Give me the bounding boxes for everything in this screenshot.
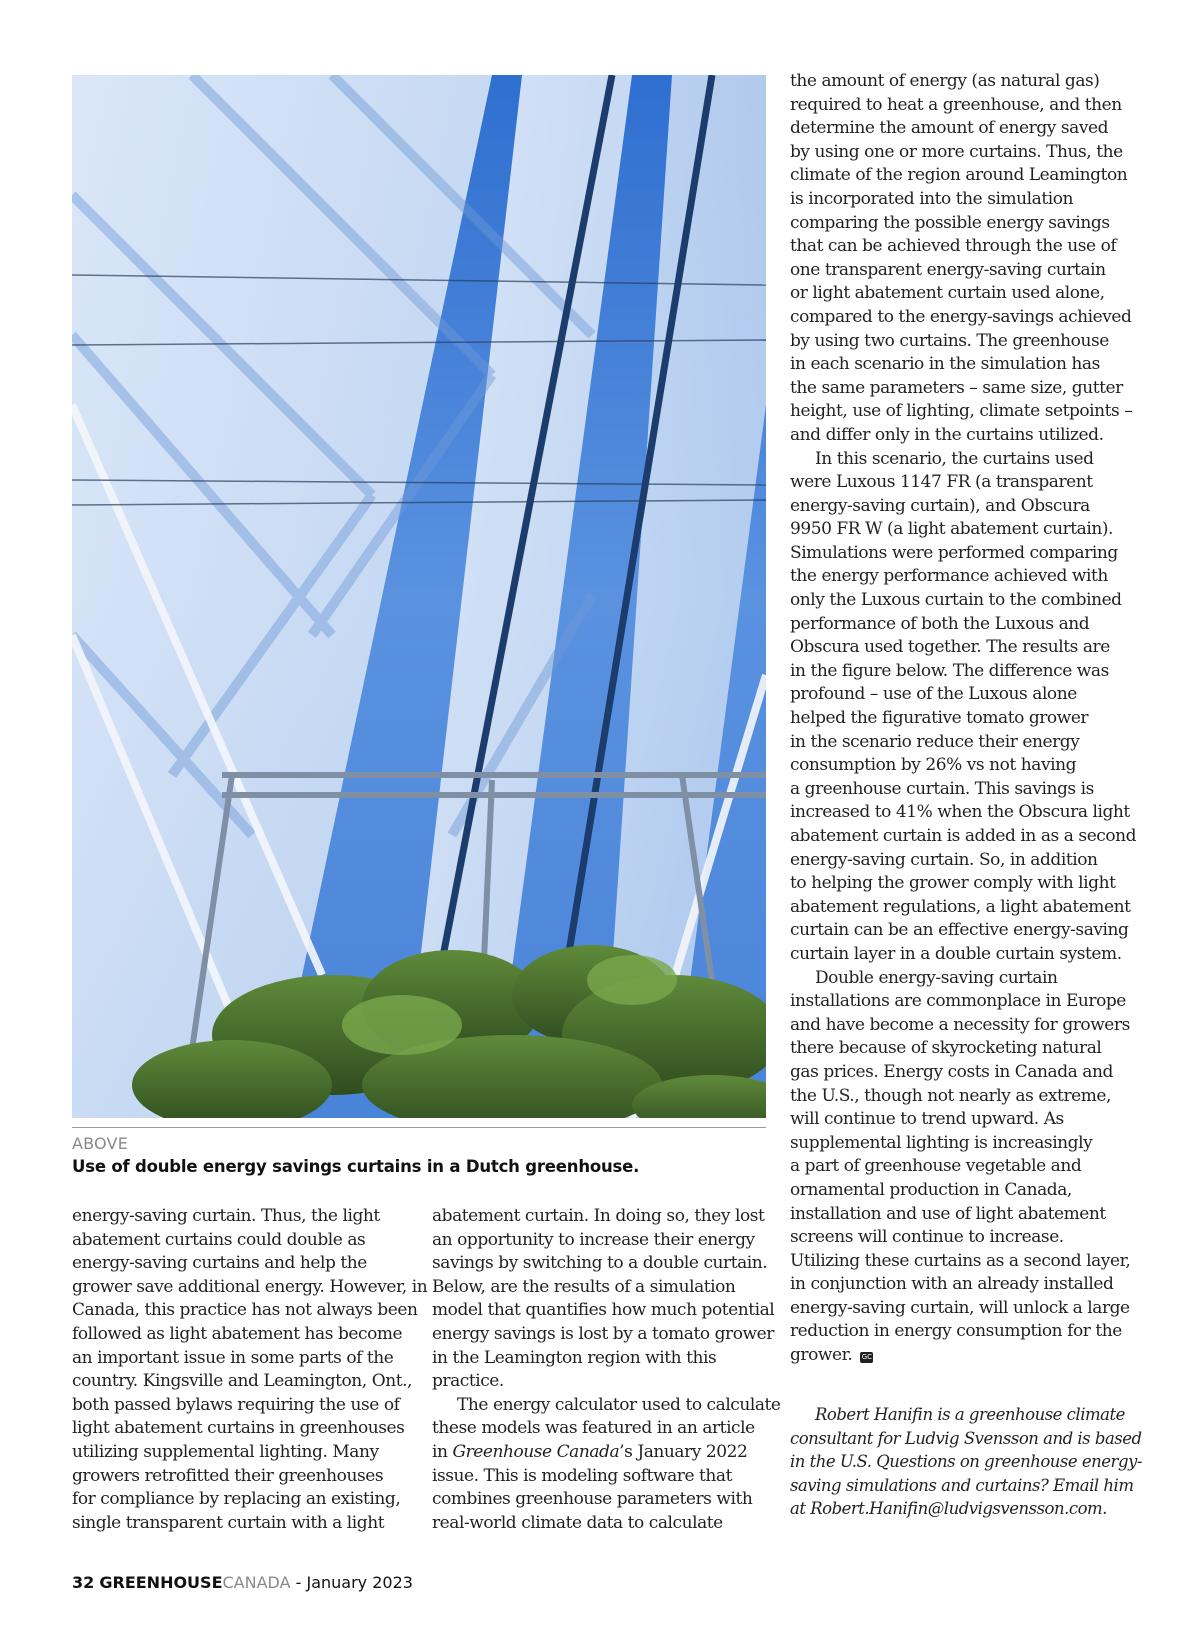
text-line bbox=[432, 1441, 772, 1465]
text-line: a greenhouse curtain. This savings is bbox=[790, 778, 1094, 799]
text-line: abatement curtain. In doing so, they lost bbox=[432, 1206, 765, 1226]
text-line: to helping the grower comply with light bbox=[790, 873, 1116, 894]
text-line: Double energy-saving curtain bbox=[815, 967, 1058, 988]
page-footer bbox=[72, 1573, 413, 1592]
text-line: Obscura used together. The results are bbox=[790, 637, 1110, 658]
text-line: by using one or more curtains. Thus, the bbox=[790, 141, 1123, 162]
text-line: is incorporated into the simulation bbox=[790, 188, 1073, 209]
text-line: energy savings is lost by a tomato grower bbox=[432, 1323, 774, 1344]
text-line: energy-saving curtain), and Obscura bbox=[790, 495, 1090, 516]
text-line: gas prices. Energy costs in Canada and bbox=[790, 1061, 1113, 1082]
text-line: in the Leamington region with this bbox=[432, 1347, 717, 1368]
text-line: will continue to trend upward. As bbox=[790, 1109, 1064, 1130]
text-line: Simulations were performed comparing bbox=[790, 542, 1118, 563]
text-line: saving simulations and curtains? Email him bbox=[790, 1475, 1134, 1495]
text-line: one transparent energy-saving curtain bbox=[790, 259, 1106, 280]
text-line: by using two curtains. The greenhouse bbox=[790, 330, 1109, 351]
text-run: ’s January 2022 bbox=[619, 1441, 748, 1462]
text-line: curtain layer in a double curtain system. bbox=[790, 943, 1122, 964]
text-line: performance of both the Luxous and bbox=[790, 613, 1090, 634]
text-line: practice. bbox=[432, 1371, 504, 1392]
text-line: an opportunity to increase their energy bbox=[432, 1229, 755, 1250]
text-line: or light abatement curtain used alone, bbox=[790, 283, 1105, 304]
text-line: installations are commonplace in Europe bbox=[790, 991, 1126, 1012]
text-line: curtain can be an effective energy-saving bbox=[790, 920, 1129, 941]
magazine-name-bold: GREENHOUSE bbox=[99, 1573, 223, 1592]
photo-caption: Use of double energy savings curtains in a Dutch greenhouse. bbox=[72, 1157, 640, 1176]
author-bio bbox=[790, 1403, 1142, 1521]
text-line: consumption by 26% vs not having bbox=[790, 755, 1077, 776]
text-line: Robert Hanifin is a greenhouse climate bbox=[815, 1405, 1125, 1424]
text-line: combines greenhouse parameters with bbox=[432, 1489, 753, 1510]
text-line: abatement regulations, a light abatement bbox=[790, 896, 1131, 917]
paragraph bbox=[432, 1394, 781, 1536]
text-line: an important issue in some parts of the bbox=[72, 1347, 394, 1368]
text-line: 9950 FR W (a light abatement curtain). bbox=[790, 519, 1113, 540]
text-line: determine the amount of energy saved bbox=[790, 118, 1109, 139]
text-line: In this scenario, the curtains used bbox=[815, 448, 1094, 469]
text-line: the amount of energy (as natural gas) bbox=[790, 71, 1100, 91]
text-line: were Luxous 1147 FR (a transparent bbox=[790, 472, 1093, 493]
text-line: abatement curtain is added in as a second bbox=[790, 826, 1137, 846]
text-line: consultant for Ludvig Svensson and is based bbox=[790, 1428, 1142, 1448]
article-column-1 bbox=[72, 1205, 428, 1535]
author-email: at Robert.Hanifin@ludvigsvensson.com. bbox=[790, 1499, 1107, 1519]
text-line: these models was featured in an article bbox=[432, 1418, 755, 1439]
text-run: in bbox=[432, 1441, 453, 1462]
text-line: Canada, this practice has not always been bbox=[72, 1300, 418, 1321]
text-line: screens will continue to increase. bbox=[790, 1227, 1064, 1248]
page-number: 32 bbox=[72, 1573, 95, 1592]
text-line: for compliance by replacing an existing, bbox=[72, 1489, 401, 1510]
text-line: and have become a necessity for growers bbox=[790, 1014, 1130, 1035]
text-line: savings by switching to a double curtain. bbox=[432, 1253, 768, 1274]
text-line: growers retrofitted their greenhouses bbox=[72, 1465, 384, 1486]
text-line: real-world climate data to calculate bbox=[432, 1512, 723, 1533]
text-line: in the figure below. The difference was bbox=[790, 660, 1109, 681]
text-line: the U.S., though not nearly as extreme, bbox=[790, 1085, 1111, 1106]
text-line: comparing the possible energy savings bbox=[790, 212, 1110, 233]
text-line: in the scenario reduce their energy bbox=[790, 731, 1080, 752]
text-line: energy-saving curtains and help the bbox=[72, 1253, 367, 1274]
text-line: grower save additional energy. However, in bbox=[72, 1276, 428, 1297]
text-line: height, use of lighting, climate setpoints – bbox=[790, 401, 1133, 422]
text-line: single transparent curtain with a light bbox=[72, 1512, 385, 1533]
text-run: grower. bbox=[790, 1345, 853, 1366]
text-line: climate of the region around Leamington bbox=[790, 165, 1128, 186]
text-line: in the U.S. Questions on greenhouse energy- bbox=[790, 1452, 1142, 1472]
text-line: helped the figurative tomato grower bbox=[790, 708, 1089, 729]
paragraph bbox=[790, 448, 1135, 967]
text-line: there because of skyrocketing natural bbox=[790, 1038, 1102, 1059]
article-column-3 bbox=[790, 70, 1135, 1368]
text-line: that can be achieved through the use of bbox=[790, 236, 1117, 257]
text-line: energy-saving curtain. Thus, the light bbox=[72, 1206, 380, 1226]
text-line: the same parameters – same size, gutter bbox=[790, 377, 1123, 398]
text-line: in conjunction with an already installed bbox=[790, 1274, 1114, 1295]
caption-kicker: ABOVE bbox=[72, 1134, 129, 1153]
text-line: model that quantifies how much potential bbox=[432, 1300, 775, 1321]
text-line: profound – use of the Luxous alone bbox=[790, 684, 1077, 705]
paragraph bbox=[432, 1205, 775, 1394]
text-line: energy-saving curtain. So, in addition bbox=[790, 849, 1098, 870]
publication-title: Greenhouse Canada bbox=[452, 1441, 620, 1462]
text-line: only the Luxous curtain to the combined bbox=[790, 590, 1122, 611]
text-line: followed as light abatement has become bbox=[72, 1323, 403, 1344]
text-line: increased to 41% when the Obscura light bbox=[790, 802, 1130, 823]
text-line: light abatement curtains in greenhouses bbox=[72, 1418, 405, 1439]
text-line bbox=[790, 1344, 1135, 1368]
text-line: Below, are the results of a simulation bbox=[432, 1276, 736, 1297]
text-line: in each scenario in the simulation has bbox=[790, 354, 1100, 375]
text-line: Utilizing these curtains as a second layer, bbox=[790, 1250, 1131, 1271]
text-line: required to heat a greenhouse, and then bbox=[790, 94, 1122, 115]
issue-date: - January 2023 bbox=[295, 1573, 413, 1592]
text-line: a part of greenhouse vegetable and bbox=[790, 1156, 1082, 1177]
text-line: ornamental production in Canada, bbox=[790, 1179, 1072, 1200]
text-line: both passed bylaws requiring the use of bbox=[72, 1394, 400, 1415]
text-line: utilizing supplemental lighting. Many bbox=[72, 1441, 379, 1462]
text-line: abatement curtains could double as bbox=[72, 1229, 366, 1250]
magazine-name-light: CANADA bbox=[222, 1573, 291, 1592]
greenhouse-photo bbox=[72, 75, 766, 1118]
text-line: supplemental lighting is increasingly bbox=[790, 1132, 1093, 1153]
text-line: the energy performance achieved with bbox=[790, 566, 1108, 587]
end-mark-icon: GC bbox=[861, 1353, 873, 1362]
text-line: issue. This is modeling software that bbox=[432, 1465, 732, 1486]
text-line: reduction in energy consumption for the bbox=[790, 1321, 1122, 1342]
paragraph bbox=[790, 70, 1135, 448]
text-line: energy-saving curtain, will unlock a large bbox=[790, 1297, 1130, 1318]
article-column-2 bbox=[432, 1205, 781, 1535]
text-line: compared to the energy-savings achieved bbox=[790, 306, 1132, 327]
paragraph bbox=[790, 967, 1135, 1368]
text-line: installation and use of light abatement bbox=[790, 1203, 1106, 1224]
text-line: and differ only in the curtains utilized. bbox=[790, 424, 1104, 445]
text-line: country. Kingsville and Leamington, Ont., bbox=[72, 1371, 412, 1392]
caption-rule bbox=[72, 1127, 766, 1128]
text-line: The energy calculator used to calculate bbox=[457, 1394, 781, 1415]
paragraph bbox=[72, 1205, 428, 1535]
